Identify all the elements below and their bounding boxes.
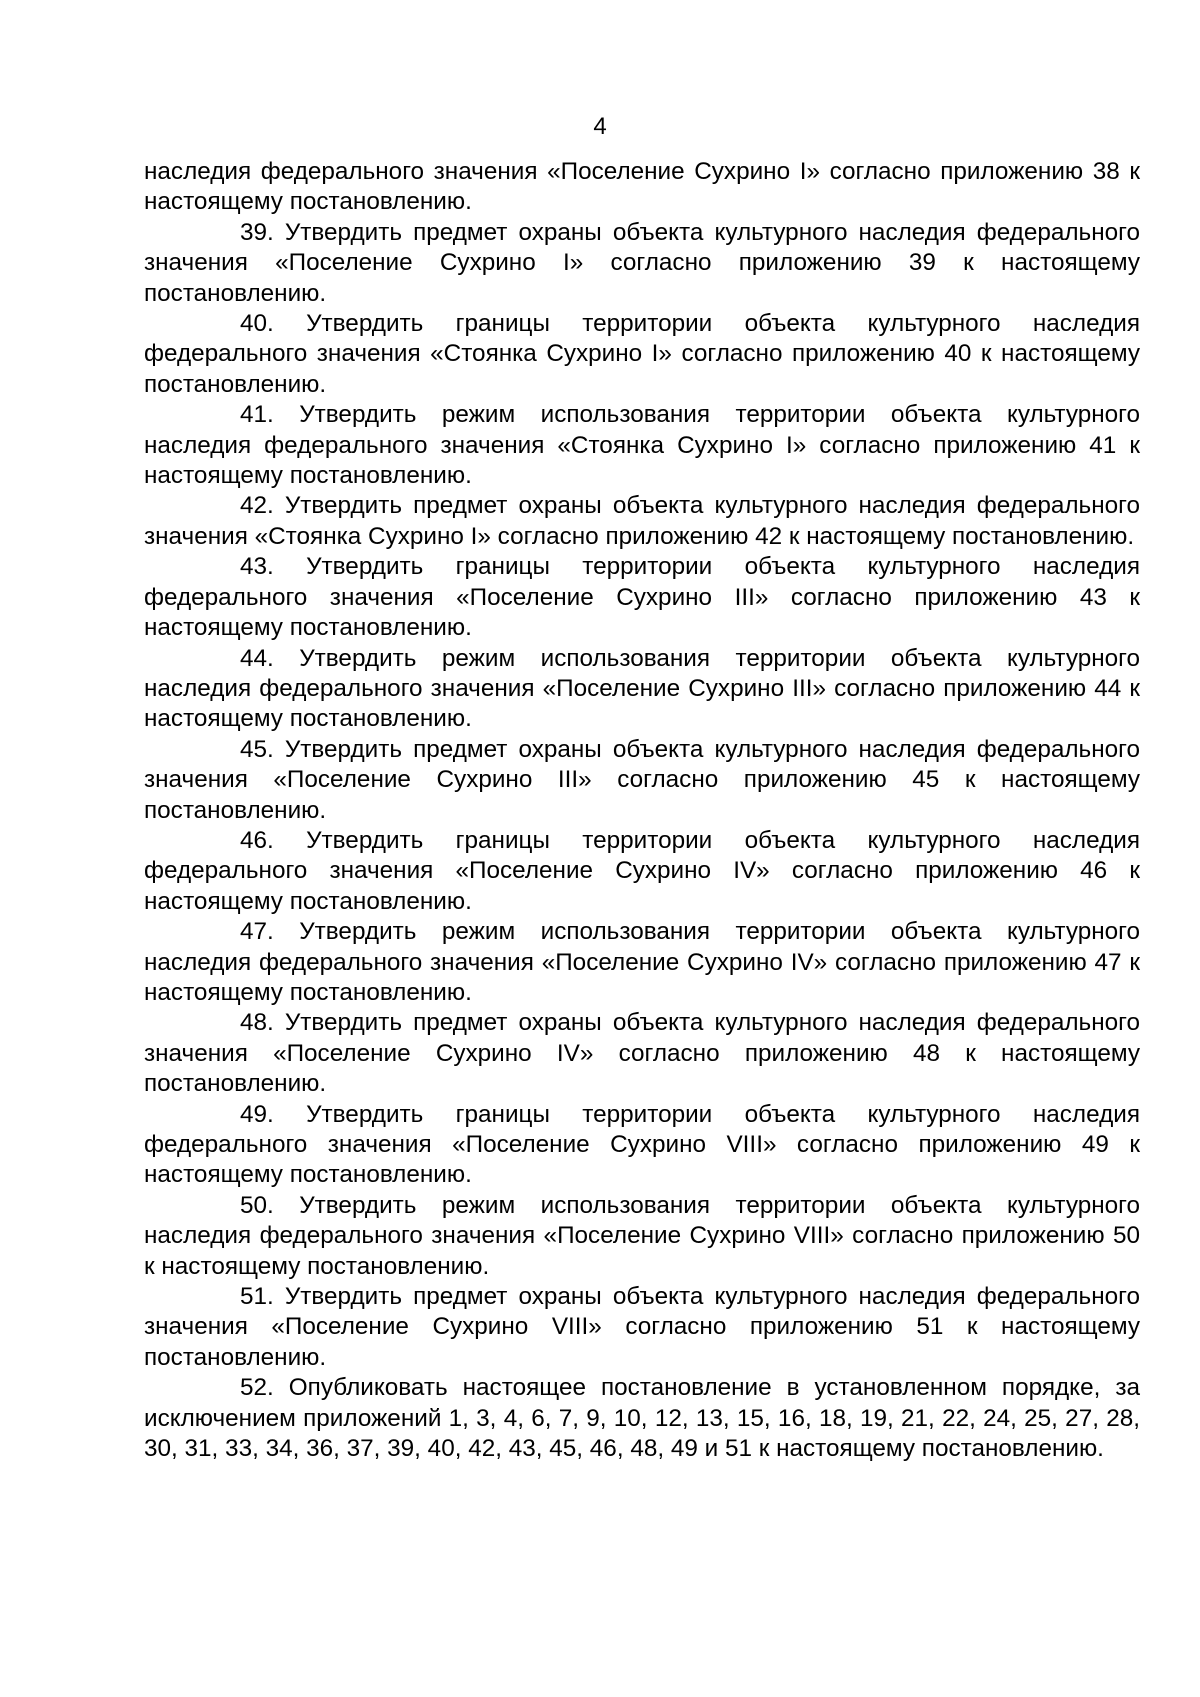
- document-body: [144, 157, 1140, 1464]
- paragraph-41: 41. Утвердить режим использования территории объекта культурного наследия федерального значения «Стоянка Сухрино I» согласно приложению 41 к настоящему постановлению.: [144, 401, 1140, 490]
- paragraph-51: 51. Утвердить предмет охраны объекта культурного наследия федерального значения «Поселение Сухрино VIII» согласно приложению 51 к настоящему постановлению.: [144, 1283, 1140, 1371]
- paragraph-46: 46. Утвердить границы территории объекта культурного наследия федерального значения «Поселение Сухрино IV» согласно приложению 46 к настоящему постановлению.: [144, 826, 1140, 915]
- continuation-paragraph: наследия федерального значения «Поселение Сухрино I» согласно приложению 38 к настоящему постановлению.: [144, 158, 1140, 216]
- paragraph-45: 45. Утвердить предмет охраны объекта культурного наследия федерального значения «Поселение Сухрино III» согласно приложению 45 к настоящему постановлению.: [144, 735, 1140, 824]
- paragraph-39: 39. Утвердить предмет охраны объекта культурного наследия федерального значения «Поселение Сухрино I» согласно приложению 39 к настоящему постановлению.: [144, 218, 1140, 307]
- paragraph-50: 50. Утвердить режим использования территории объекта культурного наследия федерального значения «Поселение Сухрино VIII» согласно приложению 50 к настоящему постановлению.: [144, 1191, 1140, 1280]
- paragraph-40: 40. Утвердить границы территории объекта культурного наследия федерального значения «Стоянка Сухрино I» согласно приложению 40 к настоящему постановлению.: [144, 310, 1140, 398]
- paragraph-49: 49. Утвердить границы территории объекта культурного наследия федерального значения «Поселение Сухрино VIII» согласно приложению 49 к настоящему постановлению.: [144, 1100, 1140, 1189]
- paragraph-48: 48. Утвердить предмет охраны объекта культурного наследия федерального значения «Поселение Сухрино IV» согласно приложению 48 к настоящему постановлению.: [144, 1009, 1140, 1098]
- paragraph-44: 44. Утвердить режим использования территории объекта культурного наследия федерального значения «Поселение Сухрино III» согласно приложению 44 к настоящему постановлению.: [144, 644, 1140, 733]
- paragraph-43: 43. Утвердить границы территории объекта культурного наследия федерального значения «Поселение Сухрино III» согласно приложению 43 к настоящему постановлению.: [144, 553, 1140, 642]
- paragraph-52: 52. Опубликовать настоящее постановление в установленном порядке, за исключением приложений 1, 3, 4, 6, 7, 9, 10, 12, 13, 15, 16, 18, 19, 21, 22, 24, 25, 27, 28, 30, 31, 33, 34, 36, 37, 39, 40, 42, 43, 45, 46, 48, 49 и 51 к настоящему постановлению.: [144, 1374, 1140, 1463]
- paragraph-42: 42. Утвердить предмет охраны объекта культурного наследия федерального значения «Стоянка Сухрино I» согласно приложению 42 к настоящему постановлению.: [144, 492, 1140, 550]
- page-number: 4: [593, 113, 607, 140]
- paragraph-47: 47. Утвердить режим использования территории объекта культурного наследия федерального значения «Поселение Сухрино IV» согласно приложению 47 к настоящему постановлению.: [144, 918, 1140, 1006]
